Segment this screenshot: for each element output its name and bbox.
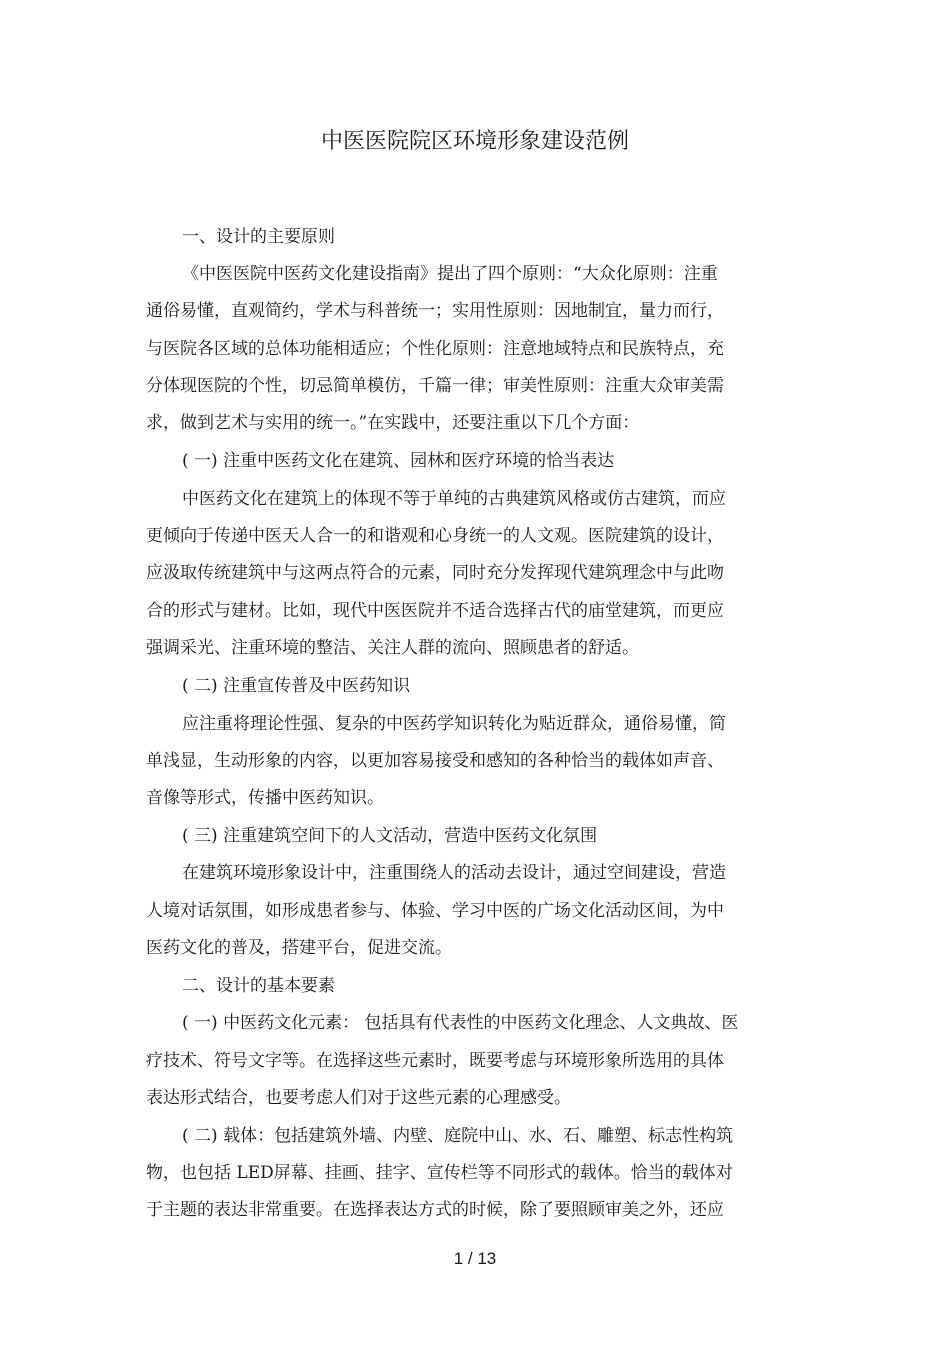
paragraph-line: 音像等形式，传播中医药知识。: [146, 788, 384, 808]
subsection-heading: ( 二) 载体：包括建筑外墙、内壁、庭院中山、水、石、雕塑、标志性构筑: [182, 1126, 734, 1146]
subsection-heading: ( 一) 注重中医药文化在建筑、园林和医疗环境的恰当表达: [182, 451, 615, 471]
section-heading-2: 二、设计的基本要素: [182, 976, 335, 996]
paragraph-line: 单浅显，生动形象的内容，以更加容易接受和感知的各种恰当的载体如声音、: [146, 751, 724, 771]
paragraph-line: 与医院各区域的总体功能相适应；个性化原则：注意地域特点和民族特点，充: [146, 339, 724, 359]
paragraph-line: 强调采光、注重环境的整洁、关注人群的流向、照顾患者的舒适。: [146, 638, 639, 658]
subsection-heading: ( 一) 中医药文化元素： 包括具有代表性的中医药文化理念、人文典故、医: [182, 1013, 739, 1033]
document-title: 中医医院院区环境形象建设范例: [320, 129, 629, 154]
paragraph-line: 分体现医院的个性，切忌简单模仿，千篇一律；审美性原则：注重大众审美需: [146, 376, 724, 396]
paragraph-line: 更倾向于传递中医天人合一的和谐观和心身统一的人文观。医院建筑的设计，: [146, 526, 724, 546]
paragraph-line: 在建筑环境形象设计中，注重围绕人的活动去设计，通过空间建设，营造: [182, 863, 726, 883]
page-number: 1 / 13: [453, 1249, 497, 1268]
paragraph-line: 人境对话氛围，如形成患者参与、体验、学习中医的广场文化活动区间，为中: [146, 901, 724, 921]
paragraph-line: 应注重将理论性强、复杂的中医药学知识转化为贴近群众，通俗易懂，简: [182, 714, 726, 734]
paragraph-line: 表达形式结合，也要考虑人们对于这些元素的心理感受。: [146, 1088, 571, 1108]
paragraph-line: 于主题的表达非常重要。在选择表达方式的时候，除了要照顾审美之外，还应: [146, 1200, 724, 1220]
subsection-heading: ( 二) 注重宣传普及中医药知识: [182, 676, 411, 696]
paragraph-line: 物，也包括 LED屏幕、挂画、挂字、宣传栏等不同形式的载体。恰当的载体对: [146, 1163, 733, 1183]
paragraph-line: 疗技术、符号文字等。在选择这些元素时，既要考虑与环境形象所选用的具体: [146, 1051, 724, 1071]
paragraph-line: 求，做到艺术与实用的统一。”在实践中，还要注重以下几个方面：: [146, 413, 640, 433]
subsection-heading: ( 三) 注重建筑空间下的人文活动，营造中医药文化氛围: [182, 826, 598, 846]
paragraph-line: 《中医医院中医药文化建设指南》提出了四个原则：“大众化原则：注重: [182, 264, 718, 284]
paragraph-line: 医药文化的普及，搭建平台，促进交流。: [146, 938, 452, 958]
section-heading-1: 一、设计的主要原则: [182, 227, 335, 247]
paragraph-line: 合的形式与建材。比如，现代中医医院并不适合选择古代的庙堂建筑，而更应: [146, 601, 724, 621]
paragraph-line: 应汲取传统建筑中与这两点符合的元素，同时充分发挥现代建筑理念中与此吻: [146, 563, 724, 583]
paragraph-line: 中医药文化在建筑上的体现不等于单纯的古典建筑风格或仿古建筑，而应: [182, 489, 726, 509]
paragraph-line: 通俗易懂，直观简约，学术与科普统一；实用性原则：因地制宜，量力而行，: [146, 301, 724, 321]
